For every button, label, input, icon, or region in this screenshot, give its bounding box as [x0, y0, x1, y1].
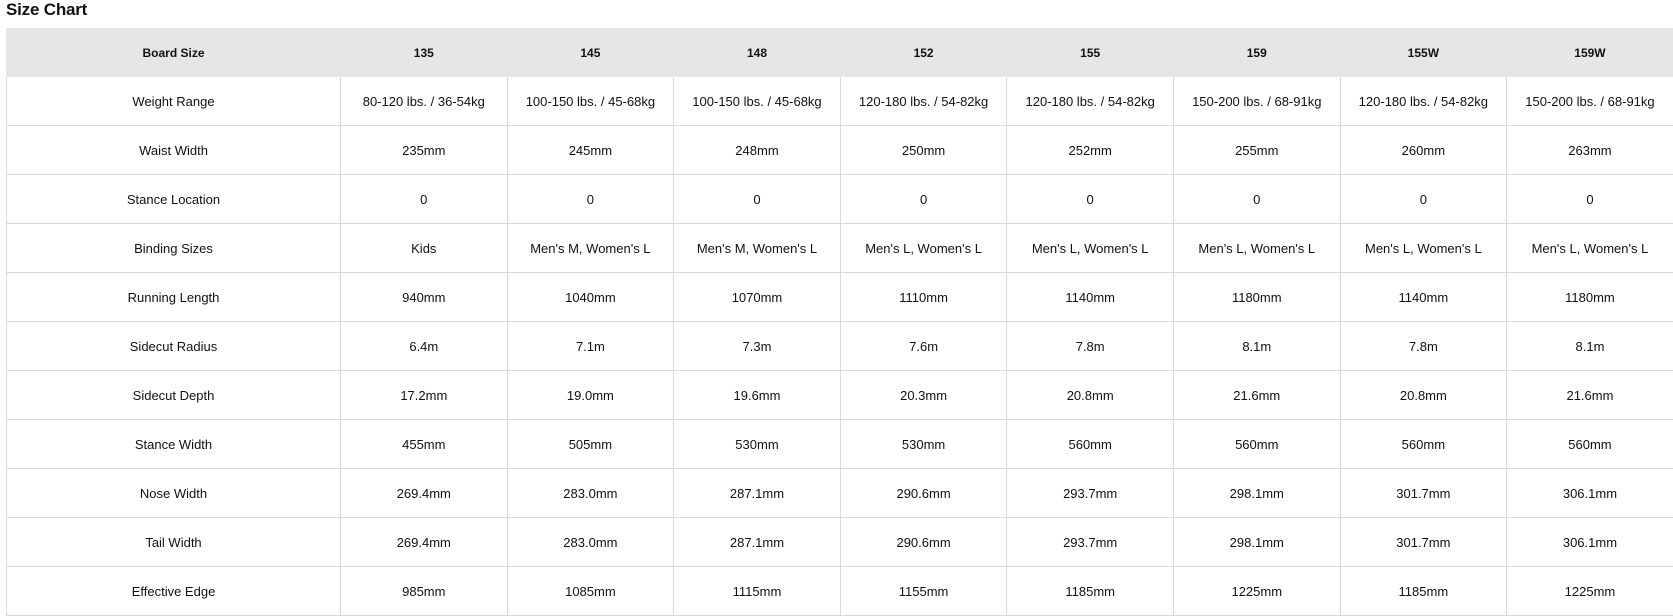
- table-cell: 1085mm: [507, 567, 674, 616]
- table-cell: Men's L, Women's L: [840, 224, 1007, 273]
- table-cell: 560mm: [1173, 420, 1340, 469]
- table-cell: 1225mm: [1507, 567, 1673, 616]
- table-cell: 301.7mm: [1340, 518, 1507, 567]
- table-row: [7, 273, 1673, 322]
- row-label: Effective Edge: [7, 567, 341, 616]
- table-cell: 252mm: [1007, 126, 1174, 175]
- table-cell: 0: [1173, 175, 1340, 224]
- column-header: 155W: [1340, 29, 1507, 77]
- row-label: Weight Range: [7, 77, 341, 126]
- table-cell: 7.8m: [1340, 322, 1507, 371]
- table-cell: 505mm: [507, 420, 674, 469]
- table-cell: 0: [674, 175, 841, 224]
- table-cell: 19.6mm: [674, 371, 841, 420]
- column-header: 148: [674, 29, 841, 77]
- table-cell: 21.6mm: [1173, 371, 1340, 420]
- column-header: 135: [341, 29, 508, 77]
- table-cell: 1110mm: [840, 273, 1007, 322]
- table-row: [7, 371, 1673, 420]
- header-row: [7, 29, 1673, 77]
- table-cell: 269.4mm: [341, 518, 508, 567]
- table-row: [7, 420, 1673, 469]
- table-cell: 20.8mm: [1340, 371, 1507, 420]
- table-row: [7, 77, 1673, 126]
- table-row: [7, 224, 1673, 273]
- table-cell: 6.4m: [341, 322, 508, 371]
- table-cell: 1070mm: [674, 273, 841, 322]
- table-cell: 80-120 lbs. / 36-54kg: [341, 77, 508, 126]
- table-cell: 290.6mm: [840, 469, 1007, 518]
- table-row: [7, 322, 1673, 371]
- table-cell: 1140mm: [1340, 273, 1507, 322]
- table-cell: Men's L, Women's L: [1340, 224, 1507, 273]
- row-label: Sidecut Depth: [7, 371, 341, 420]
- column-header: 145: [507, 29, 674, 77]
- table-cell: 1225mm: [1173, 567, 1340, 616]
- table-cell: Men's M, Women's L: [674, 224, 841, 273]
- table-cell: 120-180 lbs. / 54-82kg: [1007, 77, 1174, 126]
- table-cell: 1155mm: [840, 567, 1007, 616]
- table-cell: 100-150 lbs. / 45-68kg: [507, 77, 674, 126]
- table-cell: 255mm: [1173, 126, 1340, 175]
- table-cell: 20.3mm: [840, 371, 1007, 420]
- table-cell: 260mm: [1340, 126, 1507, 175]
- row-label: Binding Sizes: [7, 224, 341, 273]
- table-cell: 560mm: [1340, 420, 1507, 469]
- table-cell: 301.7mm: [1340, 469, 1507, 518]
- page-title: Size Chart: [6, 0, 87, 20]
- table-cell: Men's L, Women's L: [1007, 224, 1174, 273]
- table-cell: 100-150 lbs. / 45-68kg: [674, 77, 841, 126]
- table-cell: 298.1mm: [1173, 518, 1340, 567]
- table-cell: 530mm: [674, 420, 841, 469]
- row-label: Nose Width: [7, 469, 341, 518]
- table-cell: 1185mm: [1340, 567, 1507, 616]
- table-cell: 940mm: [341, 273, 508, 322]
- table-cell: 290.6mm: [840, 518, 1007, 567]
- table-cell: 19.0mm: [507, 371, 674, 420]
- table-cell: 293.7mm: [1007, 469, 1174, 518]
- size-chart-table: [6, 28, 1673, 616]
- table-header: [7, 29, 1673, 77]
- table-cell: 1180mm: [1173, 273, 1340, 322]
- table-cell: Kids: [341, 224, 508, 273]
- table-cell: 0: [341, 175, 508, 224]
- table-cell: 1140mm: [1007, 273, 1174, 322]
- table-cell: 120-180 lbs. / 54-82kg: [1340, 77, 1507, 126]
- table-cell: 560mm: [1507, 420, 1673, 469]
- table-cell: 263mm: [1507, 126, 1673, 175]
- table-cell: 298.1mm: [1173, 469, 1340, 518]
- table-cell: 306.1mm: [1507, 469, 1673, 518]
- table-cell: 248mm: [674, 126, 841, 175]
- table-cell: 455mm: [341, 420, 508, 469]
- column-header: 152: [840, 29, 1007, 77]
- table-cell: 235mm: [341, 126, 508, 175]
- table-cell: 150-200 lbs. / 68-91kg: [1507, 77, 1673, 126]
- table-cell: 245mm: [507, 126, 674, 175]
- table-cell: 1040mm: [507, 273, 674, 322]
- table-cell: 0: [1507, 175, 1673, 224]
- table-cell: 150-200 lbs. / 68-91kg: [1173, 77, 1340, 126]
- table-cell: 283.0mm: [507, 518, 674, 567]
- table-cell: 293.7mm: [1007, 518, 1174, 567]
- table-cell: 7.1m: [507, 322, 674, 371]
- table-cell: Men's L, Women's L: [1507, 224, 1673, 273]
- table-cell: 306.1mm: [1507, 518, 1673, 567]
- table-cell: 985mm: [341, 567, 508, 616]
- table-cell: 120-180 lbs. / 54-82kg: [840, 77, 1007, 126]
- table-cell: 21.6mm: [1507, 371, 1673, 420]
- table-row: [7, 518, 1673, 567]
- column-header: 159: [1173, 29, 1340, 77]
- table-cell: 530mm: [840, 420, 1007, 469]
- table-body: [7, 77, 1673, 616]
- row-label: Sidecut Radius: [7, 322, 341, 371]
- table-cell: 283.0mm: [507, 469, 674, 518]
- table-cell: 269.4mm: [341, 469, 508, 518]
- table-cell: 560mm: [1007, 420, 1174, 469]
- table-cell: 1180mm: [1507, 273, 1673, 322]
- table-cell: 250mm: [840, 126, 1007, 175]
- column-header: 159W: [1507, 29, 1673, 77]
- table-cell: 7.6m: [840, 322, 1007, 371]
- table-row: [7, 469, 1673, 518]
- table-row: [7, 175, 1673, 224]
- row-label: Running Length: [7, 273, 341, 322]
- table-cell: 287.1mm: [674, 518, 841, 567]
- table-cell: Men's L, Women's L: [1173, 224, 1340, 273]
- row-label: Stance Location: [7, 175, 341, 224]
- table-cell: 17.2mm: [341, 371, 508, 420]
- table-cell: 20.8mm: [1007, 371, 1174, 420]
- table-cell: Men's M, Women's L: [507, 224, 674, 273]
- row-label: Stance Width: [7, 420, 341, 469]
- table-row: [7, 126, 1673, 175]
- table-cell: 7.3m: [674, 322, 841, 371]
- table-cell: 0: [1007, 175, 1174, 224]
- table-cell: 7.8m: [1007, 322, 1174, 371]
- row-label: Waist Width: [7, 126, 341, 175]
- table-cell: 8.1m: [1507, 322, 1673, 371]
- table-cell: 1185mm: [1007, 567, 1174, 616]
- table-cell: 0: [507, 175, 674, 224]
- table-cell: 0: [1340, 175, 1507, 224]
- table-cell: 0: [840, 175, 1007, 224]
- table-row: [7, 567, 1673, 616]
- table-cell: 1115mm: [674, 567, 841, 616]
- column-header: 155: [1007, 29, 1174, 77]
- table-cell: 287.1mm: [674, 469, 841, 518]
- row-label: Tail Width: [7, 518, 341, 567]
- header-board-size: Board Size: [7, 29, 341, 77]
- table-cell: 8.1m: [1173, 322, 1340, 371]
